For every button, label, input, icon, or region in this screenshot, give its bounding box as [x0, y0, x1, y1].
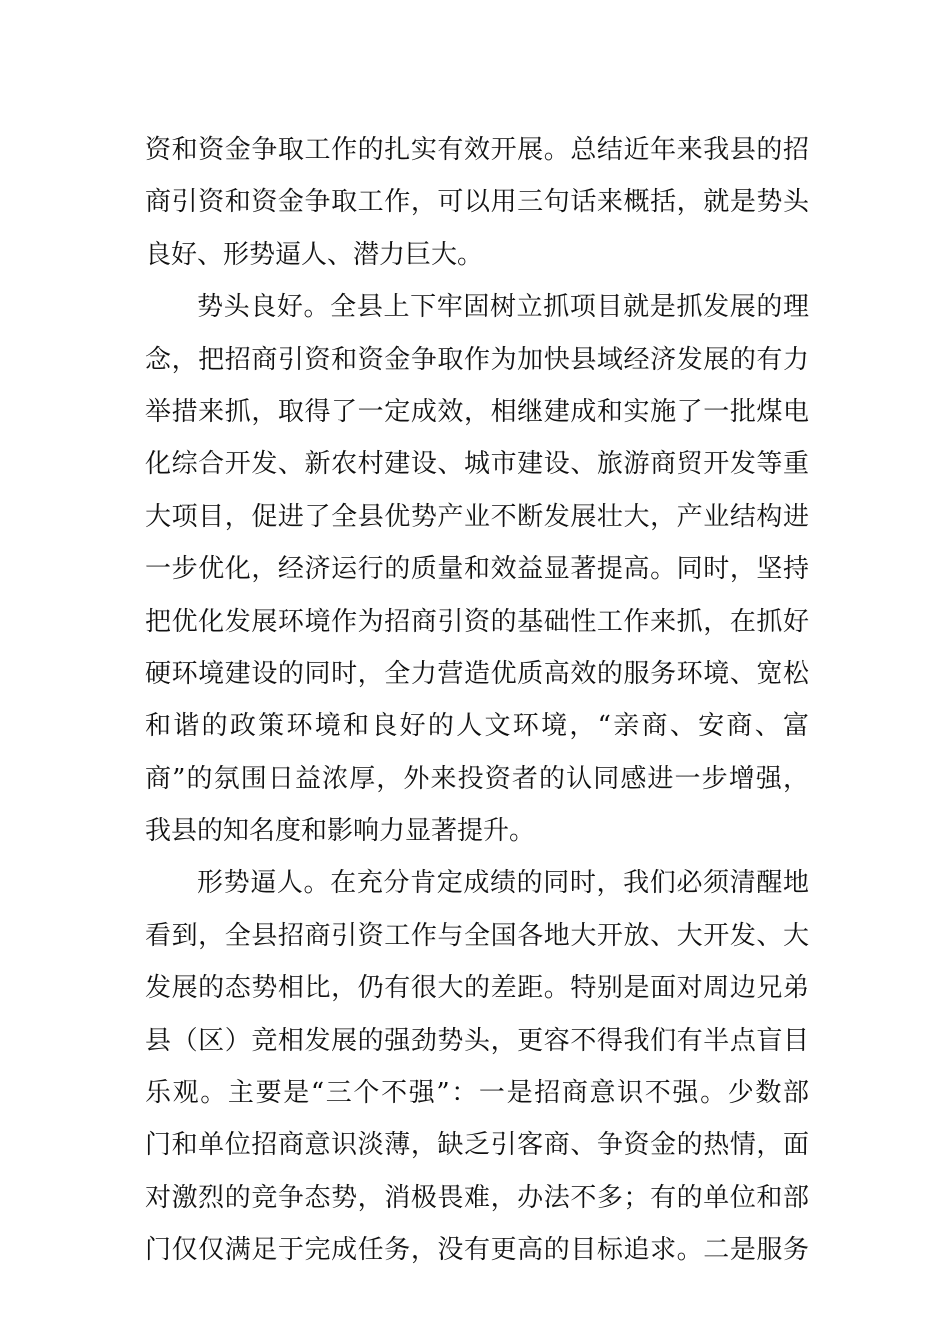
- text-line: 资和资金争取工作的扎实有效开展。总结近年来我县的招: [145, 135, 809, 165]
- body-text: [145, 124, 809, 1277]
- paragraph-2: [145, 281, 809, 857]
- text-line: 念，把招商引资和资金争取作为加快县域经济发展的有力: [145, 344, 809, 375]
- text-line: 和谐的政策环境和良好的人文环境，“亲商、安商、富: [145, 711, 809, 742]
- text-line: 乐观。主要是“三个不强”：一是招商意识不强。少数部: [145, 1078, 809, 1109]
- text-line: 门仅仅满足于完成任务，没有更高的目标追求。二是服务: [145, 1235, 809, 1266]
- text-line: 举措来抓，取得了一定成效，相继建成和实施了一批煤电: [145, 396, 809, 427]
- text-line: 势头良好。全县上下牢固树立抓项目就是抓发展的理: [197, 292, 809, 323]
- text-line: 看到，全县招商引资工作与全国各地大开放、大开发、大: [145, 920, 809, 951]
- text-line: 对激烈的竞争态势，消极畏难，办法不多；有的单位和部: [145, 1182, 809, 1213]
- text-line: 化综合开发、新农村建设、城市建设、旅游商贸开发等重: [145, 449, 809, 480]
- text-line: 形势逼人。在充分肯定成绩的同时，我们必须清醒地: [197, 868, 809, 899]
- text-line: 把优化发展环境作为招商引资的基础性工作来抓，在抓好: [145, 606, 809, 637]
- text-line: 商”的氛围日益浓厚，外来投资者的认同感进一步增强，: [145, 763, 809, 794]
- text-line: 县（区）竞相发展的强劲势头，更容不得我们有半点盲目: [145, 1025, 809, 1056]
- text-line: 我县的知名度和影响力显著提升。: [145, 816, 536, 847]
- text-line: 大项目，促进了全县优势产业不断发展壮大，产业结构进: [145, 501, 809, 532]
- text-line: 良好、形势逼人、潜力巨大。: [145, 239, 484, 270]
- paragraph-1: [145, 124, 809, 281]
- paragraph-3: [145, 857, 809, 1276]
- text-line: 商引资和资金争取工作，可以用三句话来概括，就是势头: [145, 187, 809, 218]
- text-line: 硬环境建设的同时，全力营造优质高效的服务环境、宽松: [145, 658, 809, 689]
- text-line: 门和单位招商意识淡薄，缺乏引客商、争资金的热情，面: [145, 1130, 809, 1161]
- text-line: 一步优化，经济运行的质量和效益显著提高。同时，坚持: [145, 554, 809, 585]
- text-line: 发展的态势相比，仍有很大的差距。特别是面对周边兄弟: [145, 973, 809, 1004]
